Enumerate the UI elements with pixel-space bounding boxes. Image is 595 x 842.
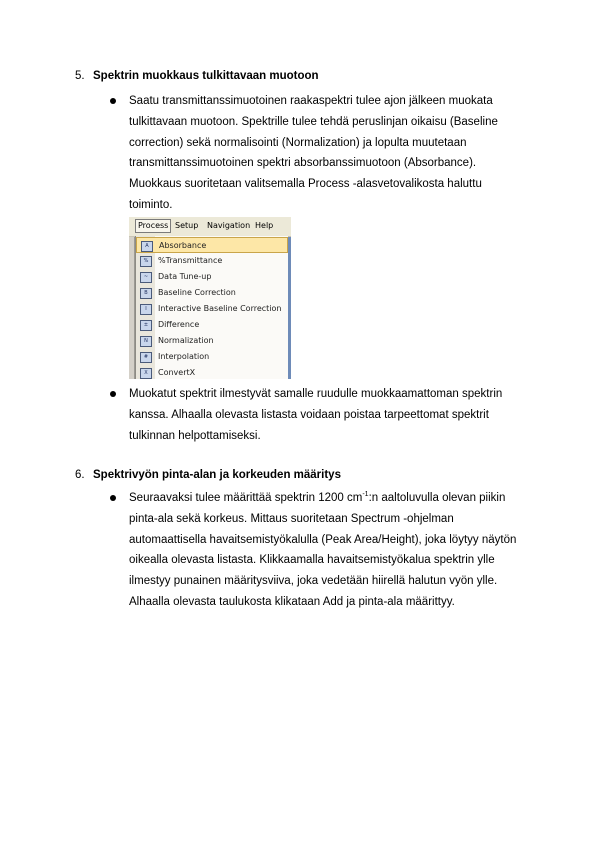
menu-process: Process: [135, 219, 171, 233]
menu-item-label: ConvertX: [158, 368, 196, 377]
menu-item-absorbance: [136, 237, 288, 253]
section-5-paragraph-2: [129, 384, 549, 446]
menu-navigation: Navigation: [207, 221, 251, 230]
text-line: Muokkaus suoritetaan valitsemalla Process -alasvetovalikosta haluttu: [129, 178, 482, 191]
text-line: transmittanssimuotoinen spektri absorbanssimuotoon (Absorbance).: [129, 157, 477, 170]
menu-item-difference: [136, 317, 288, 333]
section-6-title: Spektrivyön pinta-alan ja korkeuden määritys: [93, 469, 341, 481]
menu-item-label: Baseline Correction: [158, 288, 236, 297]
section-6-heading: [75, 469, 341, 481]
text-line: oikealla olevasta listasta. Klikkaamalla havaitsemistyökalua spektrin ylle: [129, 554, 495, 567]
text-fragment: Seuraavaksi tulee määrittää spektrin 1200 cm: [129, 492, 363, 504]
menu-item-label: Data Tune-up: [158, 272, 212, 281]
text-line: Muokatut spektrit ilmestyvät samalle ruudulle muokkaamattoman spektrin: [129, 388, 503, 400]
menu-item-interpolation: [136, 349, 288, 365]
menu-item-data-tune-up: [136, 269, 288, 285]
text-line: ilmestyy punainen määritysviiva, joka vedetään hiirellä halutun vyön ylle.: [129, 575, 498, 588]
process-menu-screenshot: [129, 217, 291, 379]
section-6-number: 6.: [75, 469, 85, 481]
process-dropdown: [135, 236, 288, 379]
menu-item-interactive-baseline: [136, 301, 288, 317]
absorbance-icon: A: [141, 241, 153, 252]
interpolation-icon: #: [140, 352, 152, 363]
bullet-icon: [110, 98, 116, 104]
transmittance-icon: %: [140, 256, 152, 267]
menu-item-label: Absorbance: [159, 241, 207, 250]
section-5-paragraph-1: [129, 91, 549, 216]
menu-setup: Setup: [175, 221, 199, 230]
menu-item-convertx: [136, 365, 288, 379]
text-line: [129, 488, 549, 509]
text-line: tulkinnan helpottamiseksi.: [129, 429, 261, 442]
text-line: tulkittavaan muotoon. Spektrille tulee tehdä peruslinjan oikaisu (Baseline: [129, 115, 498, 128]
text-line: toiminto.: [129, 198, 173, 211]
text-line: Alhaalla olevasta taulukosta klikataan Add ja pinta-ala määrittyy.: [129, 595, 455, 608]
interactive-baseline-icon: I: [140, 304, 152, 315]
menu-item-label: %Transmittance: [158, 256, 223, 265]
convertx-icon: X: [140, 368, 152, 379]
difference-icon: ±: [140, 320, 152, 331]
text-fragment: :n aaltoluvulla olevan piikin: [368, 492, 506, 504]
text-line: Saatu transmittanssimuotoinen raakaspektri tulee ajon jälkeen muokata: [129, 95, 493, 107]
menu-item-baseline-correction: [136, 285, 288, 301]
menu-item-label: Difference: [158, 320, 200, 329]
menu-item-label: Normalization: [158, 336, 214, 345]
baseline-correction-icon: B: [140, 288, 152, 299]
section-5-number: 5.: [75, 70, 85, 82]
section-5-heading: [75, 70, 319, 82]
section-5-title: Spektrin muokkaus tulkittavaan muotoon: [93, 70, 319, 82]
menu-item-label: Interpolation: [158, 352, 210, 361]
menu-item-normalization: [136, 333, 288, 349]
menu-item-transmittance: [136, 253, 288, 269]
menu-help: Help: [255, 221, 274, 230]
text-line: correction) sekä normalisointi (Normalization) ja lopulta muutetaan: [129, 136, 467, 149]
menu-bar: [129, 217, 291, 237]
normalization-icon: N: [140, 336, 152, 347]
window-right-edge: [288, 237, 291, 379]
superscript: -1: [362, 491, 369, 499]
section-6-paragraph-1: [129, 488, 549, 613]
data-tune-up-icon: ~: [140, 272, 152, 283]
menu-item-label: Interactive Baseline Correction: [158, 304, 282, 313]
text-line: automaattisella havaitsemistyökalulla (Peak Area/Height), joka löytyy näytön: [129, 533, 517, 546]
bullet-icon: [110, 495, 116, 501]
text-line: kanssa. Alhaalla olevasta listasta voidaan poistaa tarpeettomat spektrit: [129, 408, 489, 421]
text-line: pinta-ala sekä korkeus. Mittaus suoritetaan Spectrum -ohjelman: [129, 512, 454, 525]
bullet-icon: [110, 391, 116, 397]
